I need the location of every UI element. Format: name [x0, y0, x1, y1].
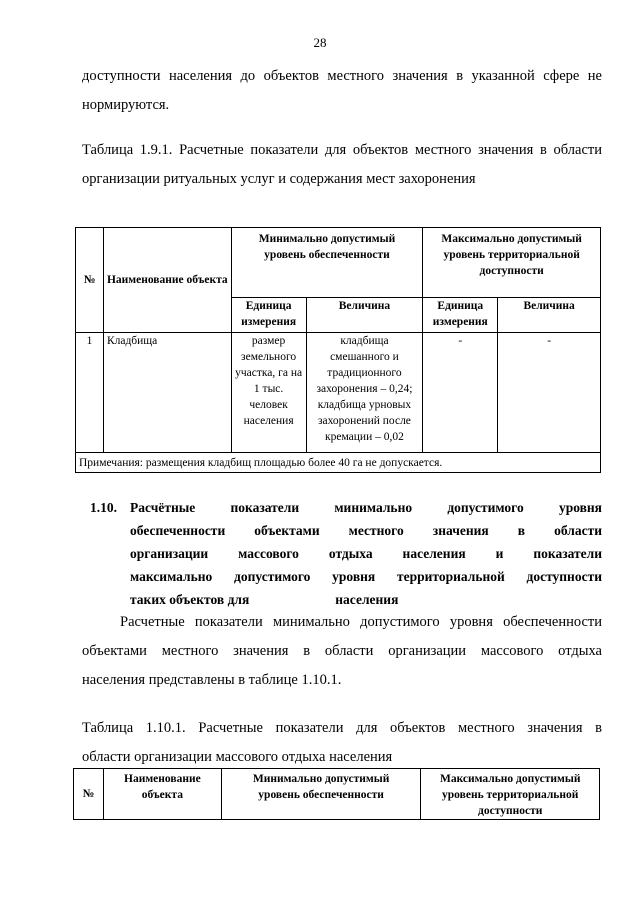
row-min-value: кладбища смешанного и традиционного захоронения – 0,24; кладбища урновых захоронений после кремации – 0,02 [306, 333, 423, 453]
intro-line: нормируются. [82, 97, 170, 113]
intro-line: доступности населения до объектов местного значения в указанной сфере не [82, 68, 602, 84]
header-min-level: Минимально допустимый уровень обеспеченности [231, 228, 423, 298]
subheader-value: Величина [306, 298, 423, 333]
caption-line: Таблица 1.9.1. Расчетные показатели для объектов местного значения в области [82, 142, 602, 158]
caption-line: Таблица 1.10.1. Расчетные показатели для объектов местного значения в [82, 720, 602, 736]
caption-line: области организации массового отдыха населения [82, 749, 393, 765]
heading-line [130, 592, 398, 607]
row-max-unit: - [423, 333, 498, 453]
header-no: № [76, 228, 104, 333]
caption-line: организации ритуальных услуг и содержания мест захоронения [82, 171, 476, 187]
header-max-level: Максимально допустимый уровень территориальной доступности [421, 769, 600, 820]
table1-caption [82, 136, 602, 194]
table2-caption [82, 714, 602, 772]
subheader-unit: Единица измерения [423, 298, 498, 333]
table-1-9-1 [75, 227, 601, 473]
body-paragraph [82, 608, 602, 695]
intro-paragraph [82, 62, 602, 120]
header-no: № [74, 769, 104, 820]
page-number: 28 [313, 35, 327, 50]
row-number: 1 [76, 333, 104, 453]
body-line: Расчетные показатели минимально допустимого уровня обеспеченности [120, 614, 602, 630]
row-max-value: - [498, 333, 601, 453]
header-name: Наименование объекта [103, 228, 231, 333]
heading-line: обеспеченности объектами местного значения в области [130, 523, 602, 538]
section-heading [90, 496, 602, 611]
body-line: населения представлены в таблице 1.10.1. [82, 672, 342, 688]
header-max-level: Максимально допустимый уровень территориальной доступности [423, 228, 601, 298]
table-note: Примечания: размещения кладбищ площадью более 40 га не допускается. [76, 453, 601, 473]
header-name: Наименование объекта [103, 769, 221, 820]
heading-line: Расчётные показатели минимально допустимого уровня [130, 500, 602, 515]
heading-last-left: таких объектов для [130, 592, 250, 607]
body-line: объектами местного значения в области организации массового отдыха [82, 643, 602, 659]
row-min-unit: размер земельного участка, га на 1 тыс. человек населения [231, 333, 306, 453]
row-object-name: Кладбища [103, 333, 231, 453]
table-row [76, 333, 601, 453]
subheader-unit: Единица измерения [231, 298, 306, 333]
heading-last-right: населения [335, 592, 399, 607]
subheader-value: Величина [498, 298, 601, 333]
section-number: 1.10. [90, 500, 117, 515]
heading-line: организации массового отдыха населения и показатели [130, 546, 602, 561]
heading-line: максимально допустимого уровня территориальной доступности [130, 569, 602, 584]
table-1-10-1 [73, 768, 600, 820]
header-min-level: Минимально допустимый уровень обеспеченности [221, 769, 421, 820]
